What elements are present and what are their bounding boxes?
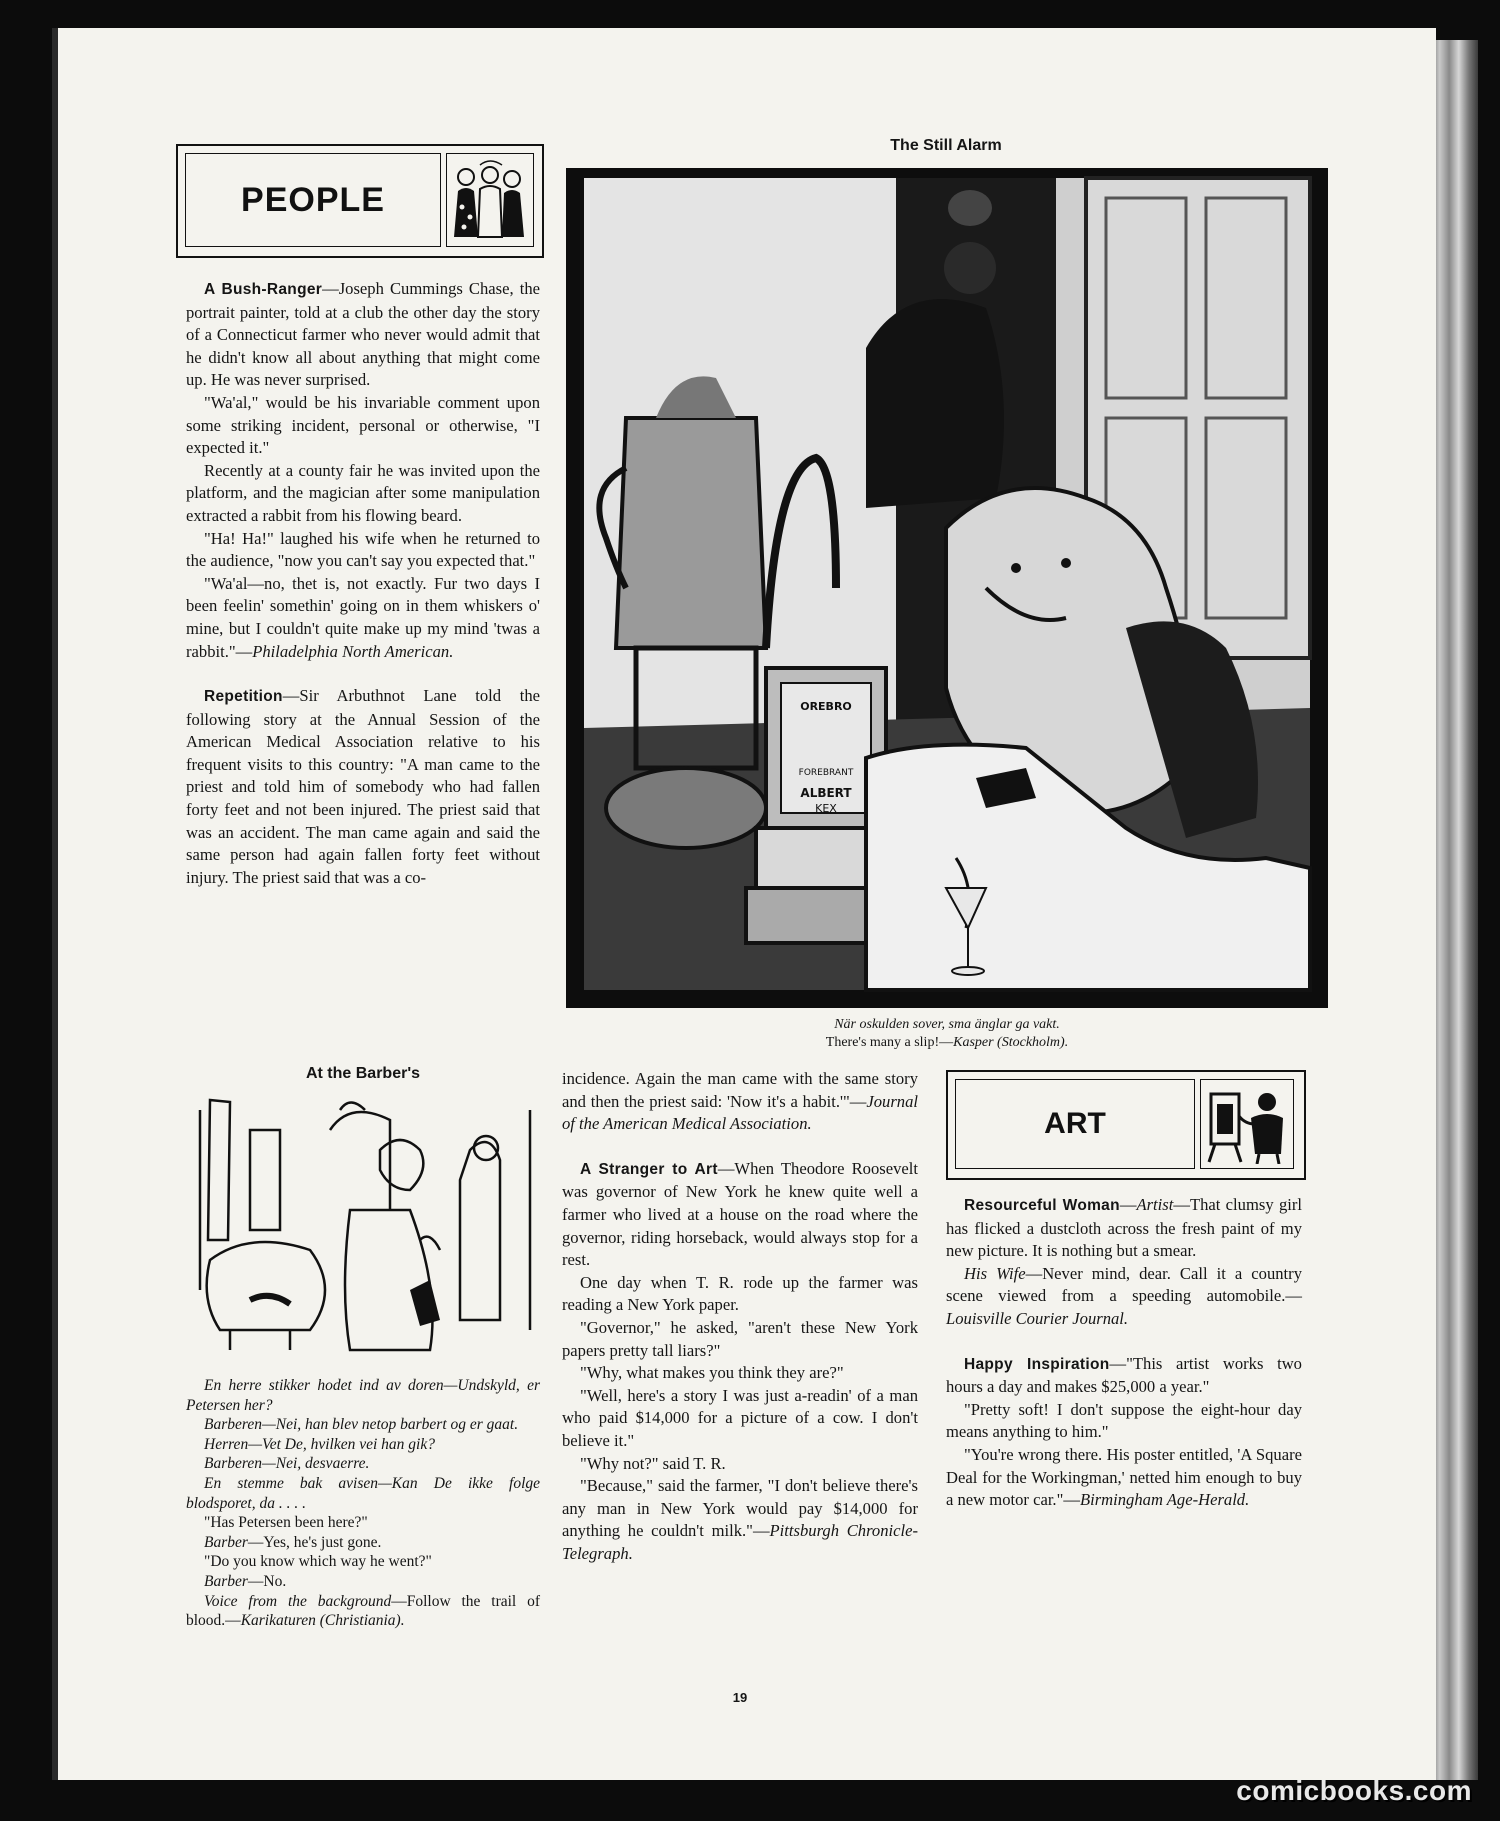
repetition-p1: Repetition—Sir Arbuthnot Lane told the following story at the Annual Session of the American Medical Association relative to his frequent visits to this country: "A man came to the priest and told him of somebody who had fallen forty feet and not been injured. The priest said that was an accident. The man came again and said the same person had again fallen forty feet without injury. The priest said that was a co- [186, 686, 540, 887]
caption-source: Kasper (Stockholm). [953, 1035, 1069, 1050]
barber-cartoon [190, 1090, 540, 1360]
happy-source: Birmingham Age-Herald. [1079, 1490, 1250, 1510]
barber-line-1: En herre stikker hodet ind av doren—Undskyld, er Petersen her? [186, 1377, 540, 1414]
stranger-p5: "Well, here's a story I was just a-readin' of a man who paid $14,000 for a picture of a cow. I don't believe it." [562, 1385, 918, 1450]
stranger-heading: A Stranger to Art [580, 1160, 718, 1178]
still-alarm-title: The Still Alarm [890, 137, 1002, 154]
people-section-header [176, 144, 544, 258]
resourceful-source: Louisville Courier Journal. [946, 1308, 1129, 1328]
happy-p1: Happy Inspiration—"This artist works two hours a day and makes $25,000 a year." [946, 1353, 1302, 1397]
label-top: OREBRO [800, 700, 852, 713]
happy-heading: Happy Inspiration [964, 1355, 1110, 1373]
caption-english: There's many a slip!—Kasper (Stockholm). [825, 1035, 1069, 1050]
barber-text [186, 1376, 540, 1631]
bush-ranger-p5: "Wa'al—no, thet is, not exactly. Fur two days I been feelin' somethin' going on in them whiskers o' mine, but I couldn't quite make up my mind 'twas a rabbit."—Philadelphia North American. [186, 573, 540, 661]
bush-ranger-p2: "Wa'al," would be his invariable comment upon some striking incident, personal or otherwise, "I expected it." [186, 392, 540, 458]
still-alarm-illustration [566, 168, 1328, 1008]
bush-ranger-p4: "Ha! Ha!" laughed his wife when he returned to the audience, "now you can't say you expected that." [186, 528, 540, 571]
label-name1: ALBERT [800, 786, 852, 800]
right-column-text [946, 1194, 1302, 1512]
barber-line-5: En stemme bak avisen—Kan De ikke folge blodsporet, da . . . . [186, 1474, 540, 1512]
happy-p2: "Pretty soft! I don't suppose the eight-hour day means anything to him." [946, 1399, 1302, 1442]
site-watermark: comicbooks.com [1236, 1775, 1472, 1806]
stranger-p1: A Stranger to Art—When Theodore Roosevelt was governor of New York he knew quite well a farmer who lived at a house on the road where the governor, riding horseback, would always stop for a rest. [562, 1158, 918, 1270]
art-section-header [946, 1070, 1306, 1180]
label-mid: FOREBRANT [798, 768, 854, 778]
happy-p3: "You're wrong there. His poster entitled, 'A Square Deal for the Workingman,' netted him enough to buy a new motor car."—Birmingham Age-Herald. [946, 1444, 1302, 1510]
barber-en-5: Voice from the background—Follow the trail of blood.—Karikaturen (Christiania). [186, 1592, 540, 1630]
barber-shop-drawing [190, 1090, 540, 1360]
caption-swedish: När oskulden sover, sma änglar ga vakt. [834, 1017, 1060, 1032]
repetition-heading: Repetition [204, 688, 283, 706]
bush-ranger-heading: A Bush-Ranger [204, 281, 323, 298]
barber-line-4: Barberen—Nei, desvaerre. [204, 1455, 370, 1473]
art-title-box [955, 1079, 1195, 1169]
barber-line-3: Herren—Vet De, hvilken vei han gik? [204, 1435, 435, 1453]
stranger-p7: "Because," said the farmer, "I don't believe there's any man in New York would pay $14,000 for anything he couldn't milk."—Pittsburgh Chronicle-Telegraph. [562, 1476, 918, 1563]
people-title: PEOPLE [241, 180, 385, 219]
repetition-p1-cont: incidence. Again the man came with the same story and then the priest said: 'Now it's a habit.'"—Journal of the American Medical Association. [562, 1069, 918, 1134]
barber-line-2: Barberen—Nei, han blev netop barbert og er gaat. [204, 1416, 519, 1434]
barber-en-3: "Do you know which way he went?" [204, 1553, 432, 1571]
art-title: ART [1044, 1107, 1106, 1140]
art-icon-box [1200, 1079, 1294, 1169]
three-people-icon [450, 157, 530, 243]
resourceful-p2: His Wife—Never mind, dear. Call it a country scene viewed from a speeding automobile.—Louisville Courier Journal. [946, 1263, 1302, 1328]
still-alarm-caption [566, 1016, 1328, 1052]
barber-title: At the Barber's [305, 1065, 421, 1082]
barber-source: Karikaturen (Christiania). [240, 1612, 405, 1630]
barber-en-2: Barber—Yes, he's just gone. [204, 1533, 382, 1551]
stranger-source: Pittsburgh Chronicle-Telegraph. [562, 1521, 918, 1563]
artist-painting-icon [1205, 1084, 1289, 1164]
page-number: 19 [732, 1690, 748, 1705]
barber-en-1: "Has Petersen been here?" [204, 1514, 368, 1532]
still-alarm-scene [566, 168, 1328, 1008]
middle-column-text [562, 1068, 918, 1565]
people-icon-box [446, 153, 534, 247]
stranger-p3: "Governor," he asked, "aren't these New York papers pretty tall liars?" [562, 1317, 918, 1360]
resourceful-heading: Resourceful Woman [964, 1197, 1120, 1214]
stranger-p4: "Why, what makes you think they are?" [580, 1363, 844, 1383]
bush-ranger-p1: A Bush-Ranger—Joseph Cummings Chase, the portrait painter, told at a club the other day the story of a Connecticut farmer who never would admit that he didn't know all about anything that might come up. He was never surprised. [186, 279, 541, 390]
bush-ranger-source: Philadelphia North American. [252, 641, 454, 661]
stranger-p2: One day when T. R. rode up the farmer was reading a New York paper. [562, 1272, 918, 1315]
bush-ranger-p3: Recently at a county fair he was invited upon the platform, and the magician after some manipulation extracted a rabbit from his flowing beard. [186, 460, 540, 525]
left-column-text [186, 278, 540, 889]
book-page-edge [1430, 40, 1478, 1780]
stranger-p6: "Why not?" said T. R. [580, 1453, 726, 1473]
resourceful-p1: Resourceful Woman—Artist—That clumsy girl has flicked a dustcloth across the fresh paint of my new picture. It is nothing but a smear. [946, 1195, 1302, 1261]
people-title-box [185, 153, 441, 247]
barber-en-4: Barber—No. [204, 1572, 287, 1590]
repetition-source: Journal of the American Medical Association. [562, 1091, 918, 1134]
label-name2: KEX [815, 802, 837, 815]
